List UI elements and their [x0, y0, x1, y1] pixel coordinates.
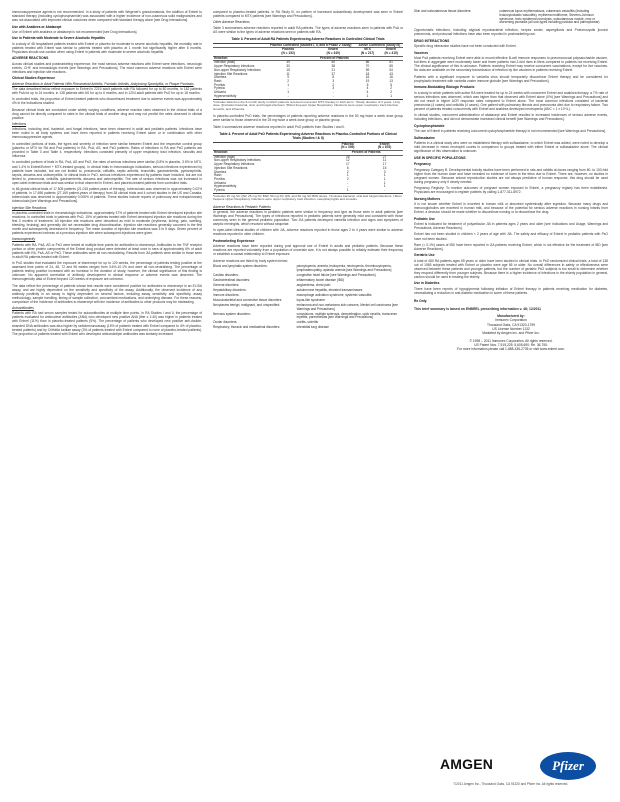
table-3-cell: - — [287, 93, 289, 98]
paragraph: Infections, including viral, bacterial, and fungal infections, have been observed in adult and pediatric patients. Infections have been noted in all body systems and have been reported in patients receiving Enbrel alone or in combination with other immunosuppressive agents. — [12, 127, 202, 140]
paragraph: Adverse reactions are listed by body system below: — [213, 258, 288, 263]
table-4-percent-header: Percent of Patients — [329, 151, 403, 156]
copyright-amgen-pfizer: ©2011 Amgen Inc., Thousand Oaks, CA 91320 and Pfizer Inc. All rights reserved. — [453, 782, 569, 786]
table-3-row-label: Upper Respiratory Infections — [214, 64, 255, 69]
table-3-cell: 5 — [390, 82, 393, 87]
column-2-intro — [213, 10, 403, 34]
table-3-cell: - — [332, 93, 334, 98]
table-3-cell: 2 — [390, 90, 393, 95]
manufacturer-line: US License Number 1132 — [492, 327, 530, 331]
table-3-cell: 3 — [332, 79, 335, 83]
paragraph: compared to placebo-treated patients. In RA Study III, no pattern of increased autoantibody development was seen in Enbrel patients compared to MTX patients [see Warnings and Precautions]. — [213, 10, 403, 19]
table-3-cell: 3 — [332, 86, 335, 91]
paragraph: In 66 global clinical trials of 17,505 patients (21,015 patient-years of therapy), tuberculosis was observed in approximately 0.02% of patients. In 17,696 patients (27,169 patient-years of therapy) from 38 clinical trials and 4 cohort studies in the US and Canada, tuberculosis was observed in approximately 0.006% of patients. These studies include reports of pulmonary and extrapulmonary tuberculosis [see Warnings and Precautions]. — [12, 187, 202, 204]
table-3-cell: 81 — [389, 60, 393, 65]
reaction-list: melanoma and non-melanoma skin cancers, Merkel cell carcinoma [see Warnings and Precautions] — [296, 302, 398, 311]
table-4-cell: 11 — [382, 158, 387, 163]
table-3-cell: 21 — [331, 67, 335, 72]
table-4-row-label: Hypersensitivity — [214, 184, 237, 189]
paragraph: Enbrel has not been studied in children < 2 years of age with JIA. The safety and efficacy of Enbrel in pediatric patients with PsO have not been studied. — [414, 232, 608, 241]
manufacturer-label: Manufactured by: — [497, 314, 525, 319]
brief-summary-note: This brief summary is based on ENBREL prescribing information v. 48; 12/2011 — [414, 307, 542, 312]
paragraph: Pregnancy Category B. Developmental toxicity studies have been performed in rats and rabbits at doses ranging from 60- to 100-fold higher than the human dose and have revealed no evidence of harm to the fetus due to Enbrel. There are, however, no studies in pregnant women. Because animal reproduction studies are not always predictive of human response, this drug should be used during pregnancy only if clearly needed. — [414, 167, 608, 184]
paragraph: In a study in which patients with active RA were treated for up to 24 weeks with concurrent Enbrel and anakinra therapy, a 7% rate of serious infections was observed, which was higher than that observed with Enbrel alone (0%) [see Warnings and Precautions] and did not result in higher ACR response rates compared to Enbrel alone. The most common infections consisted of bacterial pneumonia (4 cases) and cellulitis (4 cases). One patient with pulmonary fibrosis and pneumonia died due to respiratory failure. Two percent of patients treated concurrently with Enbrel and anakinra developed neutropenia (ANC < 1 x 10⁹/L). — [414, 90, 608, 111]
table-3-caption: Table 3. Percent of Adult RA Patients Experiencing Adverse Reactions in Controlled Clinical Trials — [231, 36, 385, 41]
section-heading: Pediatric Use — [414, 216, 435, 221]
table-4-cell: 1 — [346, 173, 349, 178]
paragraph: Patients with RA had serum samples tested for autoantibodies at multiple time points. In RA Studies I and II, the percentage of patients evaluated for antinuclear antibodies (ANA) who developed new positive ANA (titer ≥ 1:40) was higher in patients treated with Enbrel (11%) than in placebo-treated patients (5%). The percentage of patients who developed new positive anti-double-stranded DNA antibodies was also higher by radioimmunoassay (15% of patients treated with Enbrel compared to 4% of placebo-treated patients) and by Crithidia luciliae assay (3% of patients treated with Enbrel compared to none of placebo-treated patients). The proportion of patients treated with Enbrel who developed anticardiolipin antibodies was similarly increased — [12, 311, 202, 336]
paragraph: In general, the adverse reactions in pediatric patients were similar in frequency and type as those seen in adult patients [see Warnings and Precautions]. The types of infections reported in pediatric patients were generally mild and consistent with those commonly seen in the general pediatric population. Two JIA patients developed varicella infection and signs and symptoms of aseptic meningitis, which resolved without sequelae. — [213, 209, 403, 226]
postmarketing-adverse-reactions-list — [213, 265, 403, 331]
manufacturer-line: Marketed by Amgen Inc. and Pfizer Inc. — [482, 331, 540, 336]
table-3-cell: 43 — [389, 71, 393, 76]
table-4-row — [213, 189, 403, 193]
paragraph: It is not known whether Enbrel is excreted in human milk or absorbed systemically after ingestion. Because many drugs and immunoglobulins are excreted in human milk, and because of the potential for serious adverse reactions in nursing infants from Enbrel, a decision should be made whether to discontinue nursing or to discontinue the drug. — [414, 202, 608, 215]
table-4-cell: 1 — [346, 188, 349, 193]
postmarketing-adverse-reactions-continued — [414, 10, 608, 26]
table-4-cell: - — [384, 188, 386, 193]
body-system: Musculoskeletal and connective tissue disorders: — [213, 297, 283, 302]
reaction-list: interstitial lung disease — [296, 325, 329, 330]
section-heading: Use in Patients with Moderate to Severe Alcoholic Hepatitis — [12, 36, 105, 41]
column-3 — [414, 10, 608, 351]
body-system: Neoplasms benign, malignant, and unspecified: — [213, 302, 280, 307]
paragraph: Adverse reactions have been reported during post approval use of Enbrel in adults and pediatric patients. Because these reactions are reported voluntarily from a population of uncertain size, it is not always possible to reliably estimate their frequency or establish a causal relationship to Enbrel exposure. — [213, 244, 403, 257]
table-3-cell: 54 — [389, 67, 393, 72]
amgen-logo: AMGEN — [440, 756, 494, 772]
table-3-group-placebo-controlled: Placebo Controlled (Studies I, II, and a Phase 2 Study) — [266, 43, 356, 48]
paragraph: Specific drug interaction studies have not been conducted with Enbrel. — [414, 44, 517, 49]
body-system: Skin and subcutaneous tissue disorders: — [414, 9, 472, 13]
paragraph: immunosuppressive agents is not recommended. In a study of patients with Wegener's granulomatosis, the addition of Enbrel to standard therapy (including cyclophosphamide) was associated with a higher incidence of non-cutaneous solid malignancies and was not associated with improved clinical outcomes when compared with standard therapy alone [see Drug Interactions]. — [12, 10, 202, 23]
paragraph: In PsO studies that evaluated the exposure of etanercept for up to 120 weeks, the percentage of patients testing positive at the assessed time points of 24, 48, 72 and 96 weeks ranged from 3.6%-10.1% and were all non-neutralizing. The percentage of patients testing positive increased with an increase in the duration of study; however, the clinical significance of this finding is unknown. No apparent correlation of antibody development to clinical response or adverse events was observed. The immunogenicity data of Enbrel beyond 120 weeks of exposure are unknown. — [12, 261, 202, 282]
paragraph: The data described below reflect exposure to Enbrel in 2219 adult patients with RA followed for up to 80 months, in 182 patients with PsA for up to 24 months, in 138 patients with AS for up to 6 months, and in 1204 adult patients with PsO for up to 18 months. — [12, 86, 202, 95]
reaction-list: pancytopenia, anemia, leukopenia, neutropenia, thrombocytopenia, lymphadenopathy, aplastic anemia [see Warnings and Precautions] — [296, 264, 392, 272]
table-4-caption: Table 4. Percent of Adult PsO Patients Experiencing Adverse Reactions in Placebo-Controlled Portions of Clinical Trials (Studies I & II) — [219, 131, 397, 140]
table-3-cell: - — [332, 90, 334, 95]
paragraph: In a study of 48 hospitalized patients treated with Enbrel or placebo for moderate to severe alcoholic hepatitis, the mortality rate in patients treated with Enbrel was similar to patients treated with placebo at 1 month but significantly higher after 6 months. Physicians should use caution when using Enbrel in patients with moderate to severe alcoholic hepatitis. — [12, 41, 202, 54]
table-3-row-label: Hypersensitivity — [214, 93, 237, 98]
section-heading: DRUG INTERACTIONS — [414, 38, 450, 43]
column-2 — [213, 10, 403, 333]
paragraph: Because clinical trials are conducted under widely varying conditions, adverse reaction rates observed in the clinical trials of a drug cannot be directly compared to rates in the clinical trials of another drug and may not predict the rates observed in clinical practice. — [12, 107, 202, 120]
subheading: Injection Site Reactions — [12, 205, 47, 210]
table-4-cell: 28 — [345, 154, 350, 159]
section-heading: Immune-Modulating Biologic Products — [414, 85, 475, 90]
column-1 — [12, 10, 202, 338]
body-system: Cardiac disorders: — [213, 272, 239, 277]
table-3-n: (N = 349) — [311, 52, 356, 56]
adverse-reaction-row — [213, 326, 403, 331]
manufacturer-line: Thousand Oaks, CA 91320-1799 — [486, 322, 536, 327]
paragraph: Table 3 summarizes adverse reactions reported in adult RA patients. The types of adverse reactions seen in patients with PsA or AS were similar to the types of adverse reactions seen in patients with RA. — [213, 25, 403, 34]
table-3-cell: 5 — [366, 82, 369, 87]
paragraph: Patients in a clinical study who were on established therapy with sulfasalazine, to which Enbrel was added, were noted to develop a mild decrease in mean neutrophil counts in comparison to groups treated with either Enbrel or sulfasalazine alone. The clinical significance of this observation is unknown. — [414, 141, 608, 154]
table-3-cell: 16 — [389, 75, 393, 80]
body-system: Gastrointestinal disorders: — [213, 277, 251, 282]
reaction-list: macrophage activation syndrome, systemic vasculitis — [296, 292, 372, 297]
table-3-cell: 65 — [389, 64, 393, 69]
body-system: Ocular disorders: — [213, 320, 238, 325]
adverse-reaction-row — [414, 10, 608, 26]
subheading: Autoantibodies — [12, 306, 34, 311]
table-4-row-label: Upper Respiratory Infections — [214, 162, 255, 167]
copyright-immunex: © 1998 – 2011 Immunex Corporation. All rights reserved. — [469, 338, 553, 343]
paragraph: In controlled portions of trials in RA, PsA, AS and PsO, the rates of serious infections were similar (0.8% in placebo, 3.5% in MTX, and 1.4% in Enbrel/Enbrel + MTX-treated groups). In clinical trials in rheumatologic indications, serious infections experienced by patients have included, but are not limited to, pneumonia, cellulitis, septic arthritis, bronchitis, gastroenteritis, pyelonephritis, sepsis, abscess and osteomyelitis. In clinical trials in PsO, serious infections experienced by patients have included, but are not limited to, pneumonia, cellulitis, gastroenteritis, abscess and osteomyelitis. The rate of serious infections was not increased in open-label extension trials and was similar to that observed in Enbrel- and placebo-treated patients from controlled trials. — [12, 160, 202, 185]
reaction-list: angioedema, chest pain — [296, 282, 331, 287]
table-3-cell: 8 — [332, 75, 335, 80]
body-system: Respiratory, thoracic and mediastinal disorders: — [213, 325, 281, 330]
table-3-cell: 30 — [286, 64, 290, 69]
body-system: General disorders: — [213, 282, 240, 287]
table-4-row-label: Injection Site Reactions — [214, 165, 248, 170]
table-3-group-active-controlled: Active Controlled (Study III) — [356, 43, 403, 48]
table-4-cell: 2 — [346, 169, 349, 174]
section-heading: Sulfasalazine — [414, 135, 435, 140]
reaction-list: cutaneous lupus erythematosus, cutaneous vasculitis (including leukocytoclastic vasculitis), erythema multiforme, Stevens-Johnson syndrome, toxic epidermal necrolysis, subcutaneous nodule, new or worsening psoriasis (all sub-types including pustular and palmoplantar) — [499, 9, 600, 25]
subheading: Adverse Reactions in Pediatric Patients — [213, 204, 271, 209]
reaction-list: autoimmune hepatitis, elevated transaminases — [296, 287, 363, 292]
table-3-col-header: Placebo — [282, 47, 295, 52]
table-4-cell: 1 — [383, 180, 386, 185]
table-3-col-header: Enbrel — [328, 47, 339, 52]
table-4-cell: 17 — [382, 162, 387, 167]
body-system: Nervous system disorders: — [213, 311, 251, 316]
paragraph: In controlled portions of trials, the types and severity of infection were similar between Enbrel and the respective control group (placebo or MTX for RA and PsA patients) in RA, PsA, AS, and PsO patients. Rates of infections in RA and PsO patients are provided in Table 3 and Table 4, respectively. Infections consisted primarily of upper respiratory tract infection, sinusitis and influenza. — [12, 141, 202, 159]
table-4-row-label: Pyrexia — [214, 188, 225, 193]
table-4-row-label: Non-upper Respiratory Infections — [214, 158, 261, 163]
table-4-adult-pso-adverse-reactions — [213, 142, 403, 194]
table-3-row-label: Injection Site Reactions — [214, 71, 248, 76]
table-4-cell: 17 — [345, 162, 350, 167]
table-4-cell: 1 — [383, 184, 386, 189]
table-3-percent-header: Percent of Patients — [266, 56, 403, 61]
table-4-cell: 15 — [382, 165, 387, 170]
subheading: Immunogenicity — [12, 237, 36, 242]
table-3-cell: 9 — [287, 75, 290, 80]
table-4-cell: 12 — [345, 158, 350, 163]
table-4-row-label: Pruritus — [214, 176, 225, 181]
column-2-after — [213, 205, 403, 263]
table-4-cell: 2 — [346, 176, 349, 181]
paragraph: The use of Enbrel in patients receiving concurrent cyclophosphamide therapy is not recommended [see Warnings and Precautions]. — [414, 129, 606, 134]
section-heading: ADVERSE REACTIONS — [12, 56, 49, 61]
section-heading: Clinical Studies Experience — [12, 76, 56, 81]
table-4-n: (N = 876) — [366, 146, 403, 150]
paragraph: In controlled trials, the proportion of Enbrel-treated patients who discontinued treatment due to adverse events was approximately 4% in the indications studied. — [12, 97, 202, 106]
company-logos — [440, 752, 610, 780]
table-4-cell: - — [347, 184, 349, 189]
more-info: For more information please call 1-888-436-2735 or visit www.enbrel.com. — [457, 347, 565, 352]
section-heading: Cyclophosphamide — [414, 123, 445, 128]
reaction-list: lupus-like syndrome — [296, 297, 325, 302]
table-3-cell: 4 — [366, 90, 369, 95]
paragraph: Use of Enbrel with anakinra or abatacept is not recommended [see Drug Interactions]. — [12, 29, 138, 34]
table-3-cell: 1 — [366, 93, 369, 98]
paragraph: Patients with a significant exposure to varicella virus should temporarily discontinue Enbrel therapy and be considered for prophylactic treatment with varicella zoster immune globulin [see Warnings and Precautions]. — [414, 74, 608, 83]
paragraph: In clinical studies, concurrent administration of abatacept and Enbrel resulted in increased incidences of serious adverse events, including infections, and did not demonstrate increased clinical benefit [see Warnings and Precautions]. — [414, 113, 608, 122]
table-3-cell: 2 — [287, 79, 290, 83]
table-4-cell: 27 — [382, 154, 387, 159]
table-3-cell: 2 — [390, 86, 393, 91]
paragraph: Enbrel is indicated for treatment of polyarticular JIA in patients ages 2 years and older [see Indications and Usage, Warnings and Precautions, Adverse Reactions]. — [414, 221, 608, 231]
table-3-cell: 15 — [286, 67, 290, 72]
table-4-row-label: Urticaria — [214, 180, 226, 185]
table-4-cell: 3 — [383, 169, 386, 174]
subheading: Other Adverse Reactions — [213, 20, 250, 25]
section-heading: Pregnancy — [414, 162, 431, 167]
reaction-list: congestive heart failure [see Warnings and Precautions] — [296, 272, 376, 277]
paragraph: In open-label clinical studies of children with JIA, adverse reactions reported in those ages 2 to 4 years were similar to adverse reactions reported in older children. — [213, 228, 403, 237]
column-3-body — [414, 28, 608, 295]
table-4-row-label: Rash — [214, 173, 222, 178]
table-3-cell: 37 — [331, 71, 335, 76]
paragraph: Opportunistic infections, including atypical mycobacterial infection, herpes zoster, aspergillosis and Pneumocystis jiroveci pneumonia, and protozoal infections have also been reported in postmarketing use. — [414, 28, 608, 37]
table-4-cell: 1 — [383, 176, 386, 181]
reaction-list: convulsions, multiple sclerosis, demyelination, optic neuritis, transverse myelitis, paresthesias [see Warnings and Precautions] — [296, 311, 398, 320]
section-heading: Geriatric Use — [414, 253, 435, 258]
column-2-mid — [213, 114, 403, 129]
subheading: Adverse Reactions in Adult Patients With Rheumatoid Arthritis, Psoriatic Arthritis, Ankylosing Spondylitis, or Plaque Psoriasis — [12, 81, 194, 86]
patent-numbers: US Patent Nos. 7,915,225; 5,605,690; Re. 36,755. — [474, 342, 548, 347]
table-3-cell: 1 — [287, 82, 290, 87]
rx-only: Rx Only. — [414, 299, 428, 304]
body-system: Hepatobiliary disorders: — [213, 287, 247, 292]
section-heading: Nursing Mothers — [414, 196, 441, 201]
paragraph: Table 4 summarizes adverse reactions reported in adult PsO patients from Studies I and II. — [213, 124, 346, 129]
paragraph: In placebo-controlled trials in rheumatologic indications, approximately 37% of patients treated with Enbrel developed injection site reactions. In controlled trials in patients with PsO, 15% of patients treated with Enbrel developed injection site reactions during the first 3 months of treatment. All injection site reactions were described as mild to moderate (erythema, itching, pain, swelling, bleeding, bruising) and generally did not necessitate drug discontinuation. Injection site reactions generally occurred in the first month and subsequently decreased in frequency. The mean duration of injection site reactions was 3 to 5 days. Seven percent of patients experienced redness at a previous injection site when subsequent injections were given. — [12, 210, 202, 236]
table-3-row-label: Diarrhea — [214, 75, 227, 80]
paragraph: Pregnancy Registry: To monitor outcomes of pregnant women exposed to Enbrel, a pregnancy registry has been established. Physicians are encouraged to register patients by calling 1-877-311-8972. — [414, 186, 608, 195]
table-3-n: (N = 415) — [379, 52, 403, 56]
table-3-col-header: Enbrel — [386, 47, 397, 52]
table-3-row-label: Urticaria — [214, 90, 226, 95]
paragraph: There have been reports of hypoglycemia following initiation of Enbrel therapy in patients receiving medication for diabetes, necessitating a reduction in anti-diabetic medication in some of these patients. — [414, 286, 608, 295]
section-heading: Use with Anakinra or Abatacept — [12, 24, 62, 29]
section-heading: Postmarketing Experience — [213, 238, 255, 243]
body-system: Blood and lymphatic system disorders: — [213, 264, 268, 269]
paragraph: Most PsA patients receiving Enbrel were able to mount effective B-cell immune responses to pneumococcal polysaccharide vaccine, but titers in aggregate were moderately lower and fewer patients had 2-fold rises in titers compared to patients not receiving Enbrel. The clinical significance of this is unknown. Patients receiving Enbrel may receive concurrent vaccinations, except for live vaccines. No data are available on the secondary transmission of infection by live vaccines in patients receiving Enbrel. — [414, 56, 608, 73]
table-3-cell: 1 — [390, 93, 393, 98]
table-3-col-header: MTX — [364, 47, 371, 52]
paragraph: In placebo-controlled PsO trials, the percentages of patients reporting adverse reactions in the 50 mg twice a week dose group were similar to those observed in the 25 mg twice a week dose group or placebo group. — [213, 114, 403, 123]
table-4-cell: - — [347, 180, 349, 185]
table-4-footnotes: *Includes 25 mg SC QW, 25 mg SC BIW, 50 mg SC QW, and 50 mg SC BIW doses. †Includes bacterial, viral and fungal infections. ‡Most frequent Upper Respiratory Infections were upper respiratory tract infection, nasopharyngitis and sinusitis. — [213, 193, 402, 202]
table-3-cell: 2 — [332, 82, 335, 87]
table-3-row-label: Infection (total) — [214, 60, 236, 65]
table-3-adult-ra-adverse-reactions — [213, 43, 403, 100]
table-3-cell: - — [287, 86, 289, 91]
section-heading: Use in Diabetics — [414, 281, 440, 286]
table-4-col-header: Placebo — [341, 141, 354, 146]
table-4-col-header: Enbrel — [379, 141, 390, 146]
subheading: Infections — [12, 122, 27, 127]
table-4-row-label: Diarrhea — [214, 169, 227, 174]
section-heading: USE IN SPECIFIC POPULATIONS — [414, 155, 466, 160]
table-4-cell: 6 — [346, 165, 349, 170]
table-3-cell: 13 — [389, 79, 393, 83]
table-3-cell: 11 — [286, 71, 290, 76]
paragraph: The data reflect the percentage of patients whose test results were considered positive for antibodies to etanercept in an ELISA assay, and are highly dependent on the sensitivity and specificity of the assay. Additionally, the observed incidence of any antibody positivity in an assay is highly dependent on several factors, including assay sensitivity and specificity, assay methodology, sample handling, timing of sample collection, concomitant medications, and underlying disease. For these reasons, comparison of the incidence of antibodies to etanercept with the incidence of antibodies to other products may be misleading. — [12, 283, 202, 304]
table-3-cell: 70 — [365, 64, 370, 69]
table-3-cell: 86 — [365, 60, 370, 65]
manufacturer-line: Immunex Corporation — [495, 318, 527, 323]
section-heading: Vaccines — [414, 50, 429, 55]
pfizer-logo: Pfizer — [540, 752, 596, 780]
table-3-row-label: Rash — [214, 79, 222, 83]
table-3-row — [213, 95, 403, 99]
table-3-row-label: Pruritus — [214, 82, 225, 87]
manufacturer-info — [414, 314, 608, 335]
table-4-row-label: Infection (total) — [214, 154, 236, 159]
table-3-row-label: Non-upper Respiratory Infections — [214, 67, 261, 72]
table-3-cell: 50 — [331, 60, 335, 65]
table-3-cell: 4 — [366, 86, 369, 91]
paragraph: A total of 480 RA patients ages 65 years or older have been studied in clinical trials. In PsO randomized clinical trials, a total of 138 out of 1965 subjects treated with Enbrel or placebo were age 65 or older. No overall differences in safety or effectiveness were observed between these patients and younger patients, but the number of geriatric PsO subjects is too small to determine whether they respond differently from younger subjects. Because there is a higher incidence of infections in the elderly population in general, caution should be used in treating the elderly. — [414, 258, 608, 280]
reaction-list: uveitis, scleritis — [296, 320, 319, 325]
paragraph: Rare (< 0.1%) cases of IBD have been reported in JIA patients receiving Enbrel, which is not effective for the treatment of IBD [see Adverse Reactions]. — [414, 242, 608, 251]
paragraph: Patients with RA, PsA, AS or PsO were tested at multiple time points for antibodies to etanercept. Antibodies to the TNF receptor portion or other protein components of the Enbrel drug product were detected at least once in sera of approximately 6% of adult patients with RA, PsA, AS or PsO. These antibodies were all non-neutralizing. Results from JIA patients were similar to those seen in adult RA patients treated with Enbrel. — [12, 242, 202, 259]
table-3-cell: 18 — [365, 71, 370, 76]
table-3-cell: 38 — [331, 64, 335, 69]
table-3-cell: 16 — [365, 75, 370, 80]
body-system: Immune disorders: — [213, 292, 240, 297]
table-4-cell: 1 — [383, 173, 386, 178]
table-4-n: (N = 359) — [329, 146, 366, 150]
table-3-cell: 19 — [365, 79, 370, 83]
paragraph: Across clinical studies and postmarketing experience, the most serious adverse reactions with Enbrel were infections, neurologic events, CHF, and hematologic events [see Warnings and Precautions]. The most common adverse reactions with Enbrel were infections and injection site reactions. — [12, 61, 202, 74]
table-3-footnotes: *Includes data from the 6-month study in which patients received concurrent MTX therapy in both arms. †Study duration of 2 years. ‡Any dose. §Includes bacterial, viral, and fungal infections. ¶Most frequent Upper Respiratory Infections were upper respiratory tract infection, sinusitis, and influenza. — [213, 99, 401, 111]
table-3-row-label: Pyrexia — [214, 86, 225, 91]
table-3-cell: 1 — [287, 90, 290, 95]
table-3-n: (N = 217) — [356, 52, 380, 56]
table-4-reaction-header: Reaction — [213, 151, 329, 156]
table-3-cell: 39 — [286, 60, 290, 65]
table-3-reaction-header: Reaction — [213, 56, 266, 61]
table-3-n: (N = 152) — [266, 52, 311, 56]
reaction-list: inflammatory bowel disease (IBD) — [296, 277, 345, 282]
table-3-cell: 59 — [365, 67, 370, 72]
